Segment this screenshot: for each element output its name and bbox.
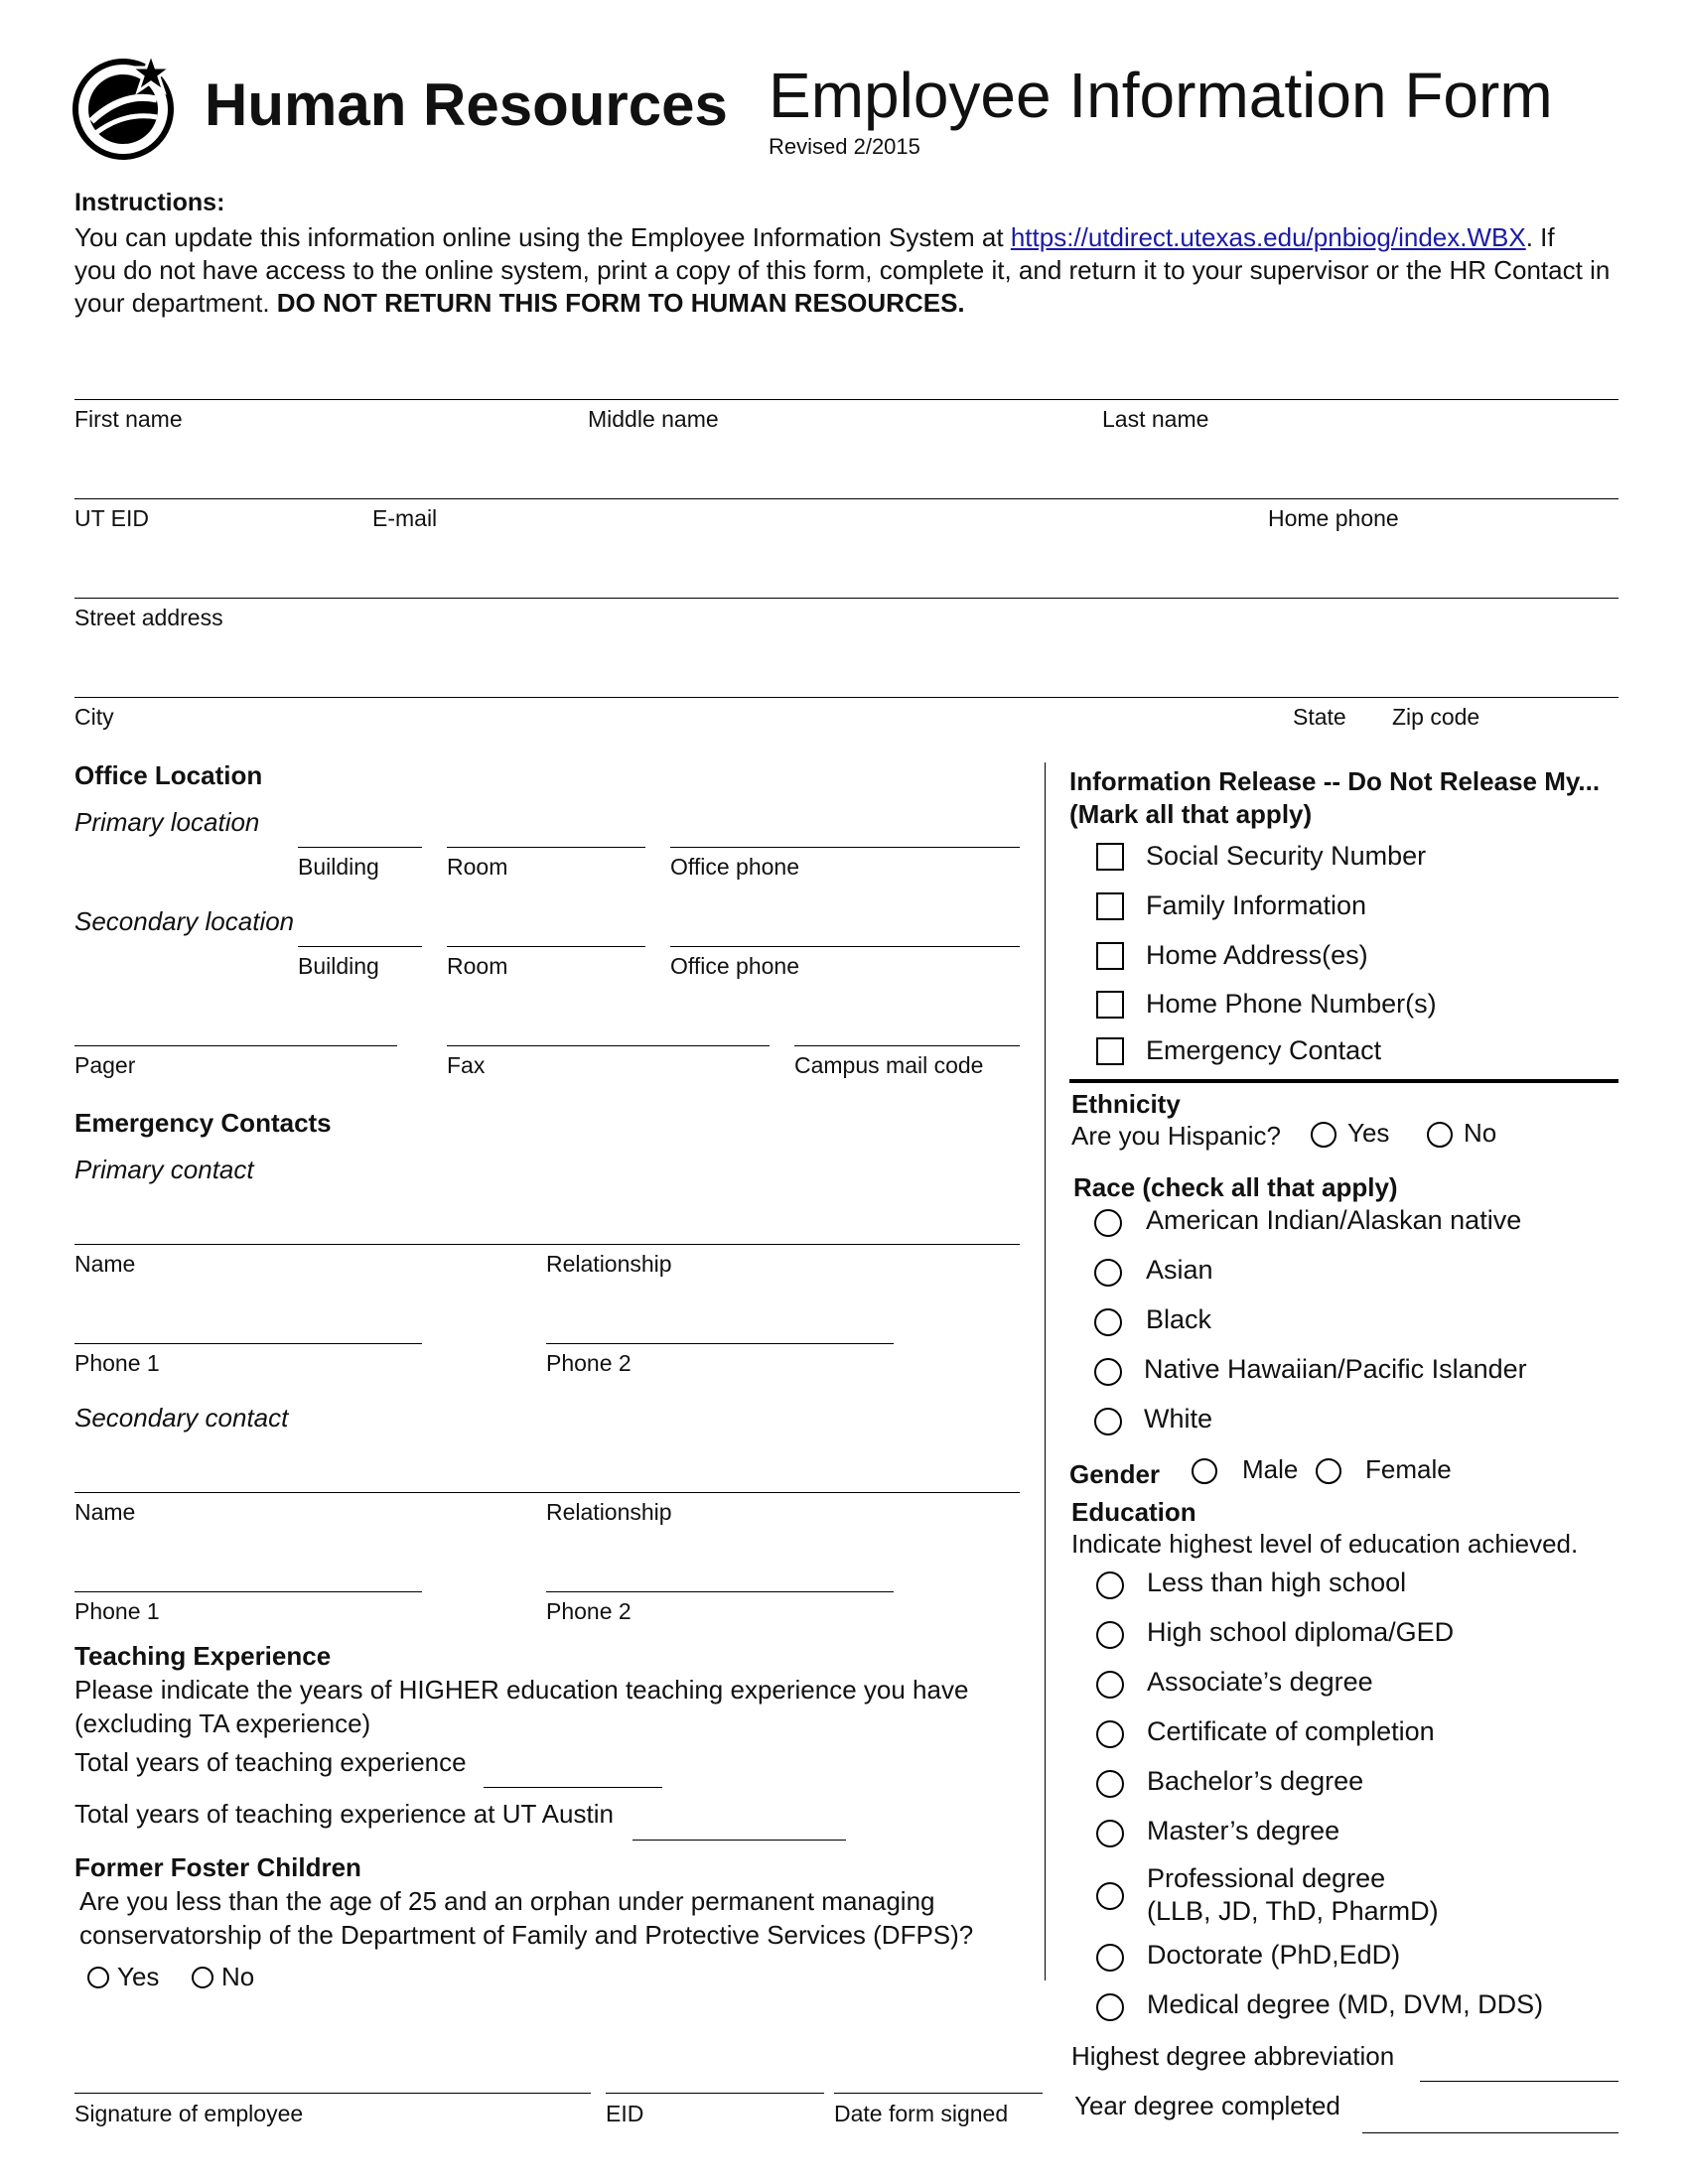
race-black-label: Black: [1146, 1304, 1212, 1334]
education-medical-label: Medical degree (MD, DVM, DDS): [1147, 1989, 1544, 2019]
race-american-indian-label: American Indian/Alaskan native: [1146, 1205, 1522, 1235]
instructions-line-2: you do not have access to the online system, print a copy of this form, complete it, and return it to your supervisor or the HR Contact in: [74, 255, 1611, 285]
foster-yes-label: Yes: [117, 1962, 160, 1991]
year-degree-completed-label: Year degree completed: [1074, 2091, 1340, 2120]
release-family-checkbox[interactable]: [1096, 892, 1124, 920]
ut-eid-label: UT EID: [74, 505, 149, 531]
campus-mail-code-input[interactable]: [794, 1001, 1024, 1044]
signature-label: Signature of employee: [74, 2101, 304, 2126]
secondary-building-label: Building: [298, 953, 379, 979]
foster-children-heading: Former Foster Children: [74, 1852, 361, 1882]
year-degree-completed-input[interactable]: [1362, 2091, 1622, 2130]
divider: [1420, 2081, 1618, 2082]
city-input[interactable]: [74, 650, 1270, 696]
education-masters-label: Master’s degree: [1147, 1816, 1340, 1845]
divider: [74, 598, 1618, 599]
race-white-radio[interactable]: [1094, 1408, 1122, 1435]
information-release-heading: Information Release -- Do Not Release My...: [1069, 766, 1601, 796]
hispanic-no-radio[interactable]: [1427, 1122, 1453, 1148]
race-asian-label: Asian: [1146, 1255, 1213, 1285]
primary-contact-relationship-input[interactable]: [546, 1196, 1024, 1240]
primary-room-label: Room: [447, 854, 508, 880]
ethnicity-heading: Ethnicity: [1071, 1089, 1181, 1119]
instructions-text: your department.: [74, 288, 277, 318]
signature-eid-label: EID: [606, 2101, 644, 2126]
signature-input[interactable]: [74, 2047, 595, 2091]
divider: [606, 2093, 824, 2094]
race-pacific-islander-radio[interactable]: [1094, 1358, 1122, 1386]
pager-input[interactable]: [74, 1001, 401, 1044]
primary-location-label: Primary location: [74, 807, 260, 837]
release-ssn-label: Social Security Number: [1146, 841, 1427, 871]
zip-code-label: Zip code: [1392, 704, 1480, 730]
highest-degree-abbreviation-label: Highest degree abbreviation: [1071, 2041, 1395, 2071]
online-system-link[interactable]: https://utdirect.utexas.edu/pnbiog/index.WBX: [1010, 222, 1526, 252]
divider: [74, 1591, 422, 1592]
primary-office-phone-input[interactable]: [670, 802, 1024, 846]
race-american-indian-radio[interactable]: [1094, 1209, 1122, 1237]
release-home-address-checkbox[interactable]: [1096, 942, 1124, 970]
education-doctorate-radio[interactable]: [1096, 1944, 1124, 1972]
divider: [546, 1343, 894, 1344]
primary-contact-name-input[interactable]: [74, 1196, 535, 1240]
fax-label: Fax: [447, 1052, 486, 1078]
middle-name-input[interactable]: [588, 352, 1088, 398]
education-high-school-label: High school diploma/GED: [1147, 1617, 1455, 1647]
home-phone-input[interactable]: [1268, 452, 1619, 497]
education-certificate-radio[interactable]: [1096, 1720, 1124, 1748]
page-title: Employee Information Form: [769, 60, 1553, 131]
information-release-subheading: (Mark all that apply): [1069, 799, 1313, 829]
foster-no-radio[interactable]: [192, 1967, 213, 1988]
city-label: City: [74, 704, 114, 730]
divider: [447, 1045, 770, 1046]
release-home-phone-checkbox[interactable]: [1096, 991, 1124, 1019]
ut-eid-input[interactable]: [74, 452, 356, 497]
divider: [670, 847, 1020, 848]
foster-question-line-1: Are you less than the age of 25 and an orphan under permanent managing: [79, 1886, 935, 1916]
divider: [447, 946, 645, 947]
total-teaching-years-input[interactable]: [484, 1745, 666, 1785]
primary-contact-label: Primary contact: [74, 1155, 254, 1184]
hispanic-question: Are you Hispanic?: [1071, 1121, 1281, 1151]
release-family-label: Family Information: [1146, 890, 1367, 920]
section-divider: [1069, 1079, 1618, 1083]
divider: [1362, 2132, 1618, 2133]
divider: [74, 1343, 422, 1344]
fax-input[interactable]: [447, 1001, 774, 1044]
secondary-contact-phone1-label: Phone 1: [74, 1598, 160, 1624]
hispanic-no-label: No: [1464, 1118, 1497, 1148]
home-phone-label: Home phone: [1268, 505, 1399, 531]
ut-teaching-years-input[interactable]: [633, 1799, 850, 1839]
race-heading: Race (check all that apply): [1073, 1172, 1398, 1202]
secondary-contact-label: Secondary contact: [74, 1403, 289, 1433]
gender-heading: Gender: [1069, 1459, 1161, 1489]
column-divider: [1045, 762, 1046, 1980]
state-input[interactable]: [1291, 650, 1384, 696]
secondary-room-label: Room: [447, 953, 508, 979]
race-black-radio[interactable]: [1094, 1308, 1122, 1336]
last-name-input[interactable]: [1102, 352, 1622, 398]
education-professional-radio[interactable]: [1096, 1882, 1124, 1910]
emergency-contacts-heading: Emergency Contacts: [74, 1108, 332, 1138]
teaching-instructions-line-1: Please indicate the years of HIGHER education teaching experience you have: [74, 1675, 969, 1705]
state-label: State: [1293, 704, 1346, 730]
primary-contact-relationship-label: Relationship: [546, 1251, 672, 1277]
divider: [546, 1591, 894, 1592]
primary-contact-phone1-label: Phone 1: [74, 1350, 160, 1376]
education-instructions: Indicate highest level of education achieved.: [1071, 1529, 1579, 1559]
primary-building-input[interactable]: [298, 802, 426, 846]
email-label: E-mail: [372, 505, 438, 531]
email-input[interactable]: [372, 452, 1250, 497]
education-masters-radio[interactable]: [1096, 1820, 1124, 1847]
brand-title: Human Resources: [205, 71, 728, 138]
divider: [74, 1244, 1020, 1245]
secondary-contact-name-label: Name: [74, 1499, 136, 1525]
secondary-contact-name-input[interactable]: [74, 1444, 535, 1488]
divider: [298, 847, 422, 848]
education-heading: Education: [1071, 1497, 1196, 1527]
secondary-contact-phone2-input[interactable]: [546, 1545, 898, 1588]
race-pacific-islander-label: Native Hawaiian/Pacific Islander: [1144, 1354, 1527, 1384]
education-professional-label: Professional degree: [1147, 1863, 1386, 1893]
zip-code-input[interactable]: [1392, 650, 1619, 696]
secondary-contact-relationship-input[interactable]: [546, 1444, 1024, 1488]
education-doctorate-label: Doctorate (PhD,EdD): [1147, 1940, 1401, 1970]
primary-building-label: Building: [298, 854, 379, 880]
divider: [633, 1840, 846, 1841]
last-name-label: Last name: [1102, 406, 1209, 432]
revised-date: Revised 2/2015: [769, 134, 920, 159]
middle-name-label: Middle name: [588, 406, 719, 432]
education-associates-radio[interactable]: [1096, 1671, 1124, 1699]
secondary-building-input[interactable]: [298, 901, 426, 945]
instructions-warning: DO NOT RETURN THIS FORM TO HUMAN RESOURCES.: [276, 288, 965, 318]
release-emergency-contact-checkbox[interactable]: [1096, 1037, 1124, 1065]
divider: [834, 2093, 1043, 2094]
primary-office-phone-label: Office phone: [670, 854, 800, 880]
instructions-heading: Instructions:: [74, 189, 225, 216]
gender-female-radio[interactable]: [1316, 1458, 1341, 1484]
secondary-room-input[interactable]: [447, 901, 649, 945]
primary-contact-phone2-label: Phone 2: [546, 1350, 632, 1376]
education-medical-radio[interactable]: [1096, 1993, 1124, 2021]
street-address-label: Street address: [74, 605, 223, 630]
campus-mail-code-label: Campus mail code: [794, 1052, 984, 1078]
first-name-input[interactable]: [74, 352, 575, 398]
instructions-text: . If: [1525, 222, 1555, 252]
education-certificate-label: Certificate of completion: [1147, 1716, 1435, 1746]
education-less-than-high-school-label: Less than high school: [1147, 1568, 1407, 1597]
divider: [74, 697, 1618, 698]
divider: [447, 847, 645, 848]
secondary-contact-phone2-label: Phone 2: [546, 1598, 632, 1624]
instructions-line-3: [74, 290, 965, 316]
foster-no-label: No: [221, 1962, 255, 1991]
hispanic-yes-radio[interactable]: [1311, 1122, 1336, 1148]
divider: [670, 946, 1020, 947]
divider: [74, 498, 1618, 499]
secondary-office-phone-input[interactable]: [670, 901, 1024, 945]
teaching-experience-heading: Teaching Experience: [74, 1641, 332, 1671]
primary-room-input[interactable]: [447, 802, 649, 846]
hispanic-yes-label: Yes: [1347, 1118, 1390, 1148]
divider: [74, 1045, 397, 1046]
secondary-contact-relationship-label: Relationship: [546, 1499, 672, 1525]
gender-male-radio[interactable]: [1192, 1458, 1217, 1484]
education-bachelors-radio[interactable]: [1096, 1770, 1124, 1798]
instructions-text: You can update this information online using the Employee Information System at: [74, 222, 1011, 252]
education-associates-label: Associate’s degree: [1147, 1667, 1373, 1697]
primary-contact-phone2-input[interactable]: [546, 1297, 898, 1340]
divider: [74, 1492, 1020, 1493]
gender-male-label: Male: [1242, 1454, 1299, 1484]
street-address-input[interactable]: [74, 551, 1622, 597]
pager-label: Pager: [74, 1052, 136, 1078]
ut-teaching-years-label: Total years of teaching experience at UT Austin: [74, 1799, 614, 1829]
primary-contact-phone1-input[interactable]: [74, 1297, 426, 1340]
divider: [74, 399, 1618, 400]
release-home-phone-label: Home Phone Number(s): [1146, 989, 1437, 1019]
education-professional-examples: (LLB, JD, ThD, PharmD): [1147, 1896, 1439, 1926]
teaching-instructions-line-2: (excluding TA experience): [74, 1708, 371, 1738]
foster-yes-radio[interactable]: [87, 1967, 109, 1988]
divider: [298, 946, 422, 947]
date-form-signed-label: Date form signed: [834, 2101, 1009, 2126]
education-bachelors-label: Bachelor’s degree: [1147, 1766, 1364, 1796]
race-white-label: White: [1144, 1404, 1213, 1433]
secondary-office-phone-label: Office phone: [670, 953, 800, 979]
education-less-than-high-school-radio[interactable]: [1096, 1571, 1124, 1599]
divider: [74, 2093, 591, 2094]
total-teaching-years-label: Total years of teaching experience: [74, 1747, 467, 1777]
foster-question-line-2: conservatorship of the Department of Family and Protective Services (DFPS)?: [79, 1920, 974, 1950]
release-emergency-contact-label: Emergency Contact: [1146, 1035, 1382, 1065]
divider: [484, 1787, 662, 1788]
instructions-line-1: [74, 224, 1555, 250]
secondary-contact-phone1-input[interactable]: [74, 1545, 426, 1588]
education-high-school-radio[interactable]: [1096, 1621, 1124, 1649]
gender-female-label: Female: [1365, 1454, 1452, 1484]
first-name-label: First name: [74, 406, 183, 432]
divider: [794, 1045, 1020, 1046]
secondary-location-label: Secondary location: [74, 906, 295, 936]
primary-contact-name-label: Name: [74, 1251, 136, 1277]
highest-degree-abbreviation-input[interactable]: [1420, 2039, 1622, 2079]
date-form-signed-input[interactable]: [834, 2047, 1047, 2091]
office-location-heading: Office Location: [74, 760, 263, 790]
release-ssn-checkbox[interactable]: [1096, 843, 1124, 871]
release-home-address-label: Home Address(es): [1146, 940, 1368, 970]
race-asian-radio[interactable]: [1094, 1259, 1122, 1287]
star-globe-logo-icon: [71, 52, 183, 163]
signature-eid-input[interactable]: [606, 2047, 828, 2091]
